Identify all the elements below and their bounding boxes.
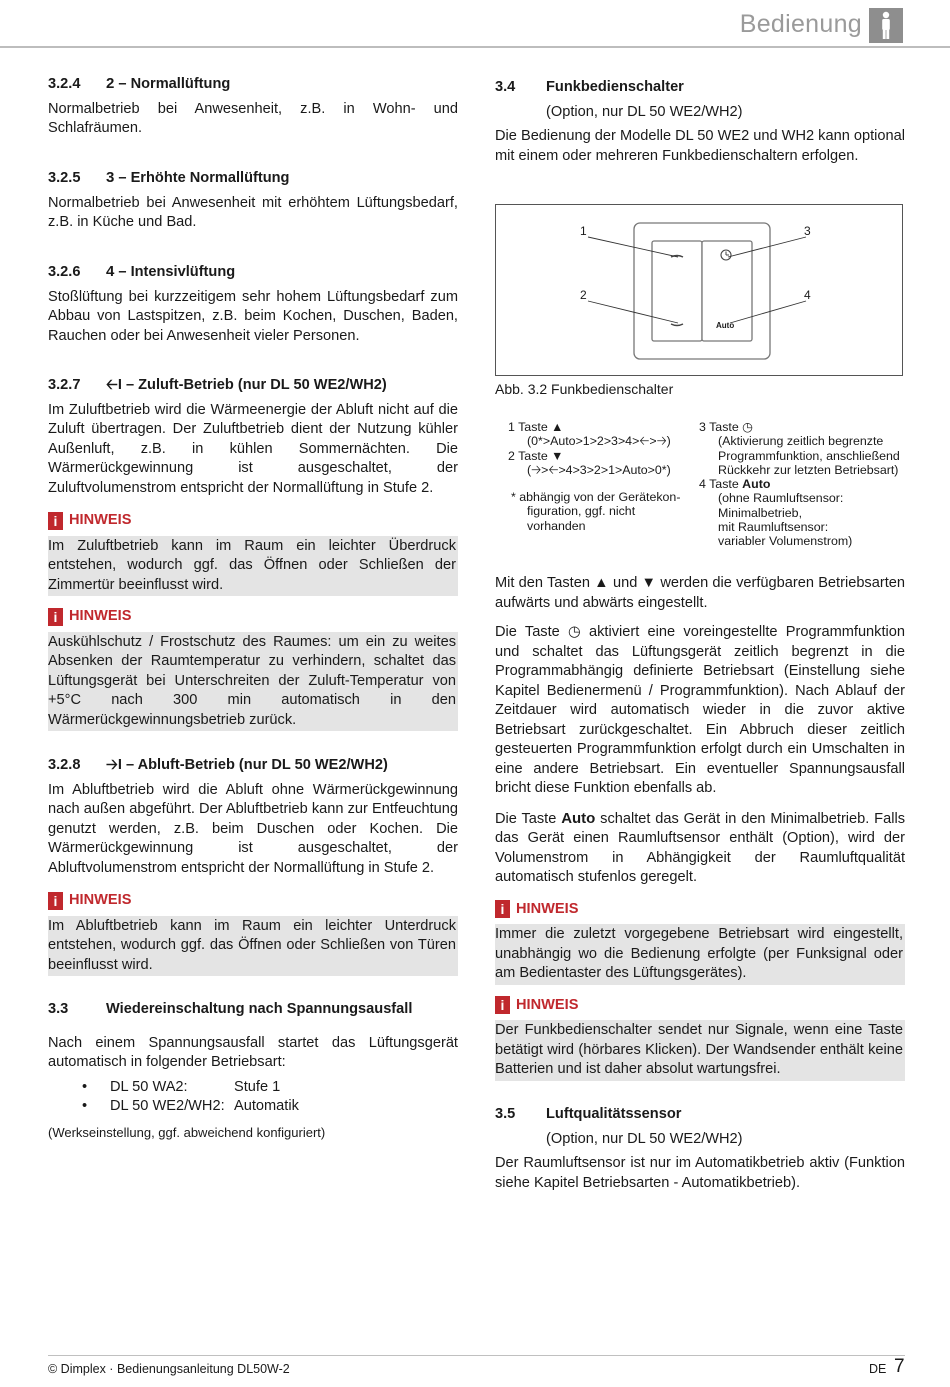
hint-heading bbox=[495, 996, 905, 1016]
radio-switch-diagram bbox=[495, 204, 903, 376]
hint-label: HINWEIS bbox=[516, 900, 579, 917]
legend-item-detail: Rückkehr zur letzten Betriebsart) bbox=[718, 462, 899, 477]
footer-divider bbox=[48, 1355, 905, 1356]
callout-4: 4 bbox=[804, 288, 811, 302]
legend-item-detail: (Aktivierung zeitlich begrenzte bbox=[718, 434, 884, 449]
footer-copyright: © Dimplex · Bedienungsanleitung DL50W-2 bbox=[48, 1362, 290, 1376]
paragraph-text: Die Taste bbox=[495, 810, 562, 827]
section-text: Im Zuluftbetrieb wird die Wärmeenergie der Abluft nicht auf die Zuluft übertragen. Der Zuluftbetrieb dient der Nutzung kühler Außenluft, z.B. in kühlen Sommernächten. Die Wärmerückgewinnung ist ausgeschaltet, der Zuluftvolumenstrom entspricht der Normallüftung in Stufe 2. bbox=[48, 401, 458, 496]
section-3-5 bbox=[495, 1105, 905, 1193]
hint-text: Im Abluftbetrieb kann im Raum ein leichter Unterdruck entstehen, wodurch ggf. das Öffnen oder Schließen von Türen beeinflusst wird. bbox=[48, 916, 458, 977]
hint-label: HINWEIS bbox=[69, 512, 132, 528]
callout-1: 1 bbox=[580, 224, 587, 238]
hint-text: Auskühlschutz / Frostschutz des Raumes: um ein zu weites Absenken der Raumtemperatur zu verhindern, schaltet das Lüftungsgerät bei Unterschreiten der Zuluft-Temperatur von +5°C nach 300 min automatisch in den Wärmerückgewinnungsbetrieb zurück. bbox=[48, 632, 458, 732]
section-3-2-4 bbox=[48, 74, 458, 139]
legend-footnote: * abhängig von der Gerätekon- bbox=[511, 490, 681, 505]
header-divider bbox=[0, 46, 950, 48]
legend-footnote: figuration, ggf. nicht vorhanden bbox=[527, 504, 636, 533]
section-subtitle: (Option, nur DL 50 WE2/WH2) bbox=[546, 103, 743, 120]
section-number: 3.2.8 bbox=[48, 757, 81, 773]
callout-2: 2 bbox=[580, 288, 587, 302]
hint-heading bbox=[495, 900, 905, 920]
info-icon: i bbox=[495, 900, 510, 918]
section-number: 3.5 bbox=[495, 1106, 516, 1122]
paragraph: Die Taste ◷ aktiviert eine voreingestellte Programmfunktion und schaltet das Lüftungsgerät zeitlich begrenzt in die Programmabhängig definierte Betriebsart (Einstellung siehe Kapitel Bedienermenü / Programmfunktion). Nach Ablauf der Zeitdauer wird automatisch wieder in die zuvor aktive Betriebsart zurückgeschaltet. Ein Abbruch dieser zeitlich gesteuerten Programmfunktion erfolgt durch ein Umschalten in eine andere Betriebsart. Ein eventueller Spannungsausfall bricht diese Funktion ebenfalls ab. bbox=[495, 624, 905, 796]
legend-item-detail: mit Raumluftsensor: bbox=[718, 520, 829, 535]
hint-text: Im Zuluftbetrieb kann im Raum ein leichter Überdruck entstehen, wodurch ggf. das Öffnen oder Schließen der Zimmertür beeinflusst wird. bbox=[48, 536, 458, 597]
note-text: (Werkseinstellung, ggf. abweichend konfiguriert) bbox=[48, 1124, 326, 1140]
legend-right bbox=[699, 420, 904, 549]
hint-text: Immer die zuletzt vorgegebene Betriebsart wird eingestellt, unabhängig wo die Bedienung erfolgte (per Funksignal oder am Bedientaster des Lüftungsgerätes). bbox=[495, 924, 905, 985]
section-3-2-8 bbox=[48, 756, 458, 976]
page-number: 7 bbox=[894, 1356, 905, 1377]
stage-4-icon: 4 bbox=[106, 263, 115, 280]
hint-label: HINWEIS bbox=[69, 892, 132, 908]
paragraph: Mit den Tasten ▲ und ▼ werden die verfügbaren Betriebsarten aufwärts und abwärts eingestellt. bbox=[495, 575, 905, 611]
section-subtitle: (Option, nur DL 50 WE2/WH2) bbox=[546, 1130, 743, 1147]
section-text: Normalbetrieb bei Anwesenheit mit erhöhtem Lüftungsbedarf, z.B. in Küche und Bad. bbox=[48, 194, 458, 230]
section-3-2-5 bbox=[48, 168, 458, 233]
legend-item-detail: variabler Volumenstrom) bbox=[718, 534, 853, 549]
section-title: – Normallüftung bbox=[118, 76, 231, 92]
section-number: 3.2.5 bbox=[48, 170, 81, 186]
legend-item: 1 Taste ▲ bbox=[508, 420, 564, 434]
section-title: Luftqualitätssensor bbox=[546, 1106, 682, 1122]
auto-key-name: Auto bbox=[561, 809, 596, 827]
exhaust-air-icon: 🡢I bbox=[106, 757, 122, 773]
section-number: 3.3 bbox=[48, 1001, 69, 1017]
section-text: Nach einem Spannungsausfall startet das Lüftungsgerät automatisch in folgender Betriebsart: bbox=[48, 1034, 458, 1070]
legend-item-text: 4 Taste bbox=[699, 477, 743, 492]
person-standing-icon bbox=[869, 8, 903, 43]
hint-label: HINWEIS bbox=[516, 996, 579, 1013]
section-3-2-7 bbox=[48, 376, 458, 731]
section-text: Stoßlüftung bei kurzzeitigem sehr hohem Lüftungsbedarf zum Abbau von Lastspitzen, z.B. beim Kochen, Duschen, Baden, Rauchen oder bei Anwesenheit vieler Personen. bbox=[48, 288, 458, 344]
section-title: Funkbedienschalter bbox=[546, 79, 684, 95]
hint-heading bbox=[48, 607, 458, 627]
supply-air-icon: 🡠I bbox=[106, 377, 122, 393]
legend-item bbox=[699, 477, 904, 491]
section-number: 3.2.7 bbox=[48, 377, 81, 393]
callout-3: 3 bbox=[804, 224, 811, 238]
section-3-2-6 bbox=[48, 262, 458, 346]
info-icon: i bbox=[48, 892, 63, 910]
info-icon: i bbox=[48, 608, 63, 626]
section-text: Die Bedienung der Modelle DL 50 WE2 und WH2 kann optional mit einem oder mehreren Funkbedienschaltern erfolgen. bbox=[495, 128, 905, 164]
legend-item: 3 Taste ◷ bbox=[699, 420, 753, 434]
list-item bbox=[48, 1097, 458, 1117]
auto-key-label: Auto bbox=[716, 321, 735, 330]
section-title: – Erhöhte Normallüftung bbox=[118, 170, 290, 186]
list-item bbox=[48, 1078, 458, 1098]
stage-2-icon: 2 bbox=[106, 75, 115, 92]
info-icon: i bbox=[48, 512, 63, 530]
stage-3-icon: 3 bbox=[106, 169, 115, 186]
hint-heading bbox=[48, 891, 458, 911]
section-text: Der Raumluftsensor ist nur im Automatikbetrieb aktiv (Funktion siehe Kapitel Betriebsarten - Automatikbetrieb). bbox=[495, 1155, 905, 1191]
paragraph bbox=[495, 809, 905, 888]
section-text: Im Abluftbetrieb wird die Abluft ohne Wärmerückgewinnung nach außen abgeführt. Der Abluftbetrieb kann zur Entfeuchtung genutzt werden, z.B. beim Duschen oder Kochen. Die Wärmerückgewinnung ist ausgeschaltet, der Abluftvolumenstrom entspricht der Normallüftung in Stufe 2. bbox=[48, 781, 458, 876]
mode-name: Automatik bbox=[234, 1098, 299, 1114]
section-text: Normalbetrieb bei Anwesenheit, z.B. in Wohn- und Schlafräumen. bbox=[48, 100, 458, 136]
section-title: Wiedereinschaltung nach Spannungsausfall bbox=[106, 1001, 413, 1017]
hint-label: HINWEIS bbox=[69, 608, 132, 624]
paragraph-text: schaltet das Gerät in den Minimalbetrieb. Falls das Gerät einen Raumluftsensor enthält (Option), wird der Volumenstrom in Abhängigkeit der Raumluftqualität automatisch stufenlos geregelt. bbox=[495, 810, 905, 885]
figure-caption: Abb. 3.2 Funkbedienschalter bbox=[495, 381, 674, 397]
section-3-4-body bbox=[495, 574, 905, 1081]
model-name: DL 50 WE2/WH2: bbox=[110, 1098, 225, 1114]
section-3-3 bbox=[48, 1000, 458, 1142]
section-number: 3.4 bbox=[495, 79, 516, 95]
section-title: – Intensivlüftung bbox=[118, 264, 236, 280]
page-header-title: Bedienung bbox=[739, 10, 862, 38]
section-number: 3.2.4 bbox=[48, 76, 81, 92]
footer-language: DE bbox=[869, 1362, 887, 1376]
restart-mode-list bbox=[48, 1078, 458, 1117]
legend-item-detail: Minimalbetrieb, bbox=[718, 505, 803, 520]
legend-item-detail: (🡢>🡠>4>3>2>1>Auto>0*) bbox=[527, 462, 671, 477]
hint-text: Der Funkbedienschalter sendet nur Signale, wenn eine Taste betätigt wird (hörbares Klicken). Der Wandsender enthält keine Batterien und ist daher absolut wartungsfrei. bbox=[495, 1020, 905, 1081]
legend-item-detail: (0*>Auto>1>2>3>4>🡠>🡢) bbox=[527, 434, 671, 449]
info-icon: i bbox=[495, 996, 510, 1014]
legend-left bbox=[508, 420, 688, 533]
legend-item: 2 Taste ▼ bbox=[508, 448, 564, 463]
legend-item-detail: (ohne Raumluftsensor: bbox=[718, 491, 844, 506]
section-title: – Zuluft-Betrieb (nur DL 50 WE2/WH2) bbox=[125, 377, 387, 393]
legend-item-bold: Auto bbox=[742, 477, 771, 492]
model-name: DL 50 WA2: bbox=[110, 1078, 188, 1095]
section-3-4 bbox=[495, 78, 905, 166]
hint-heading bbox=[48, 511, 458, 531]
legend-item-detail: Programmfunktion, anschließend bbox=[718, 448, 900, 463]
section-title: – Abluft-Betrieb (nur DL 50 WE2/WH2) bbox=[125, 757, 388, 773]
mode-name: Stufe 1 bbox=[234, 1078, 281, 1095]
section-number: 3.2.6 bbox=[48, 264, 81, 280]
